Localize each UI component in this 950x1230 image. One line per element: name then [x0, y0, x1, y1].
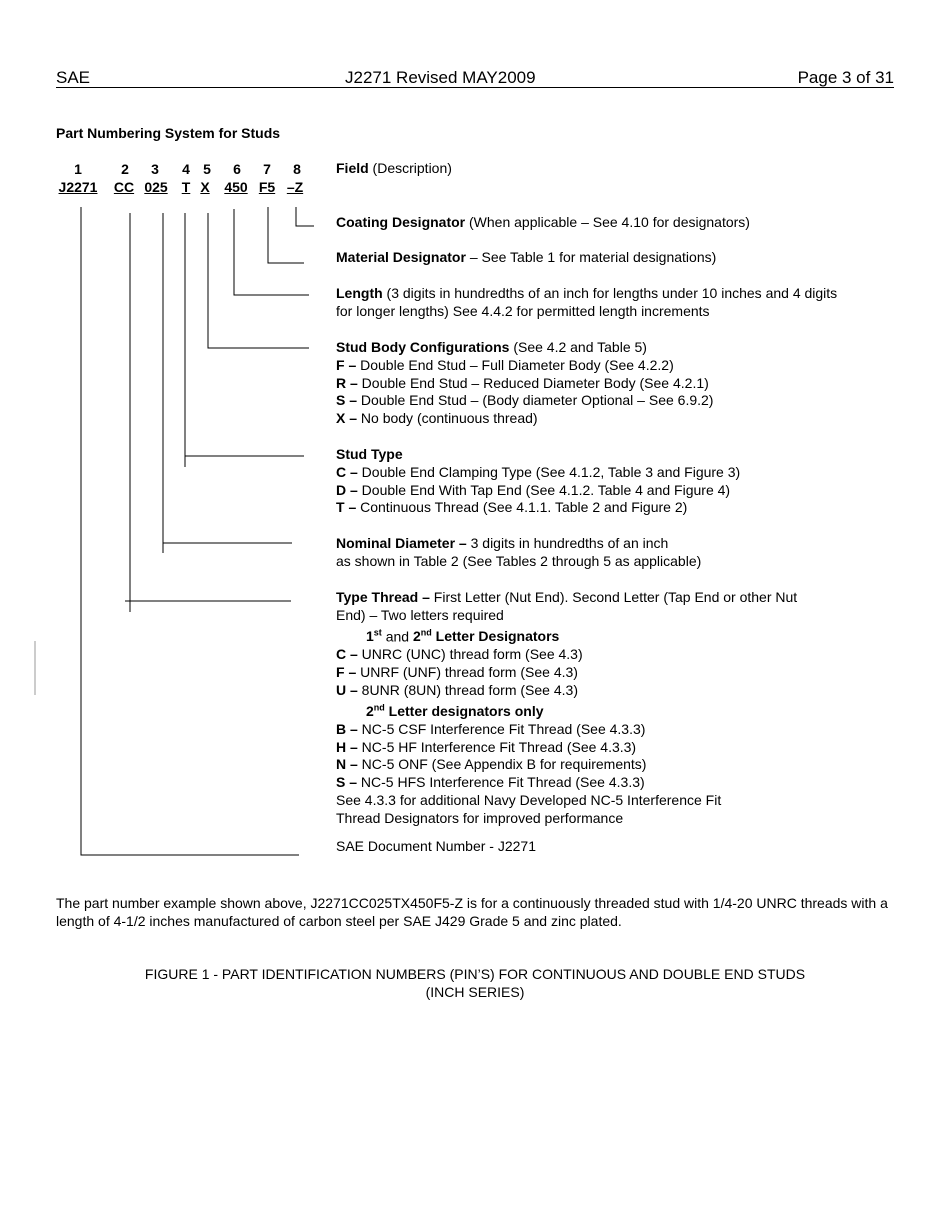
list-item: D – Double End With Tap End (See 4.1.2. Table 4 and Figure 4)	[336, 481, 731, 498]
field-value-5: X	[200, 179, 210, 195]
connector-coating	[296, 207, 314, 226]
header-center: J2271 Revised MAY2009	[345, 68, 536, 87]
section-title: Part Numbering System for Studs	[56, 125, 281, 141]
stud-type-description: Stud Type C – Double End Clamping Type (See 4.1.2, Table 3 and Figure 3) D – Double End With Tap End (See 4.1.2. Table 4 and Figure 4) T – Continuous Thread (See 4.1.1. Table 2 and Figure 2)	[336, 446, 741, 516]
field-value-4: T	[181, 179, 191, 195]
field-number-1: 1	[74, 161, 82, 177]
list-item: F – UNRF (UNF) thread form (See 4.3)	[336, 663, 578, 680]
field-value-1: J2271	[58, 179, 98, 195]
connector-material	[268, 207, 304, 263]
field-value-8: –Z	[286, 179, 304, 195]
thread-type-description: Type Thread – First Letter (Nut End). Second Letter (Tap End or other Nut End) – Two letters required 1st and 2nd Letter Designators C – UNRC (UNC) thread form (See 4.3) F – UNRF (UNF) thread form (See 4.3) U – 8UNR (8UN) thread form (See 4.3) 2nd Letter designators only B – NC-5 CSF Interference Fit Thread (See 4.3.3) H – NC-5 HF Interference Fit Thread (See 4.3.3) N – NC-5 ONF (See Appendix B for requirements) S – NC-5 HFS Interference Fit Thread (See 4.3.3) See 4.3.3 for additional Navy Developed NC-5 Interference Fit Thread Designators for improved performance	[336, 589, 798, 826]
field-number-3: 3	[151, 161, 159, 177]
list-item: H – NC-5 HF Interference Fit Thread (See 4.3.3)	[336, 738, 637, 755]
connector-doc-number	[81, 207, 299, 855]
connector-length	[234, 209, 309, 295]
second-letter-subheading: 2nd Letter designators only	[366, 702, 544, 720]
list-item: R – Double End Stud – Reduced Diameter Body (See 4.2.1)	[336, 374, 709, 391]
field-value-6: 450	[224, 179, 248, 195]
material-designator: Material Designator – See Table 1 for material designations)	[336, 249, 717, 265]
example-paragraph: The part number example shown above, J2271CC025TX450F5-Z is for a continuously threaded stud with 1/4-20 UNRC threads with a length of 4-1/2 inches manufactured of carbon steel per SAE J429 Grade 5 and zinc plated.	[56, 895, 888, 929]
field-value-3: 025	[144, 179, 168, 195]
list-item: N – NC-5 ONF (See Appendix B for requirements)	[336, 756, 647, 773]
length-description: Length (3 digits in hundredths of an inch for lengths under 10 inches and 4 digits for longer lengths) See 4.4.2 for permitted length increments	[336, 285, 838, 319]
list-item: B – NC-5 CSF Interference Fit Thread (See 4.3.3)	[336, 720, 646, 737]
body-config-description: Stud Body Configurations (See 4.2 and Table 5) F – Double End Stud – Full Diameter Body (See 4.2.2) R – Double End Stud – Reduced Diameter Body (See 4.2.1) S – Double End Stud – (Body diameter Optional – See 6.9.2) X – No body (continuous thread)	[336, 339, 714, 427]
coating-designator: Coating Designator (When applicable – See 4.10 for designators)	[336, 214, 750, 230]
field-number-4: 4	[182, 161, 190, 177]
list-item: C – UNRC (UNC) thread form (See 4.3)	[336, 646, 583, 663]
field-number-6: 6	[233, 161, 241, 177]
header-left: SAE	[56, 68, 91, 87]
letter-designators-subheading: 1st and 2nd Letter Designators	[366, 627, 560, 645]
list-item: S – NC-5 HFS Interference Fit Thread (See 4.3.3)	[336, 774, 645, 791]
connector-body-config	[208, 213, 309, 348]
list-item: S – Double End Stud – (Body diameter Optional – See 6.9.2)	[336, 392, 714, 409]
doc-number-description: SAE Document Number - J2271	[336, 838, 536, 854]
field-number-2: 2	[121, 161, 129, 177]
field-value-7: F5	[258, 179, 276, 195]
list-item: F – Double End Stud – Full Diameter Body (See 4.2.2)	[336, 356, 674, 373]
field-number-5: 5	[203, 161, 211, 177]
field-number-7: 7	[263, 161, 271, 177]
header-right: Page 3 of 31	[797, 68, 894, 87]
field-value-2: CC	[113, 179, 135, 195]
list-item: U – 8UNR (8UN) thread form (See 4.3)	[336, 681, 578, 698]
list-item: X – No body (continuous thread)	[336, 410, 538, 427]
field-header: Field (Description)	[336, 160, 452, 176]
figure-caption: FIGURE 1 - PART IDENTIFICATION NUMBERS (PIN’S) FOR CONTINUOUS AND DOUBLE END STUDS (INCH SERIES)	[144, 966, 806, 1000]
field-number-8: 8	[293, 161, 301, 177]
nominal-diameter-description: Nominal Diameter – 3 digits in hundredths of an inch as shown in Table 2 (See Tables 2 through 5 as applicable)	[336, 535, 702, 569]
list-item: T – Continuous Thread (See 4.1.1. Table 2 and Figure 2)	[336, 499, 688, 516]
list-item: C – Double End Clamping Type (See 4.1.2, Table 3 and Figure 3)	[336, 463, 741, 480]
